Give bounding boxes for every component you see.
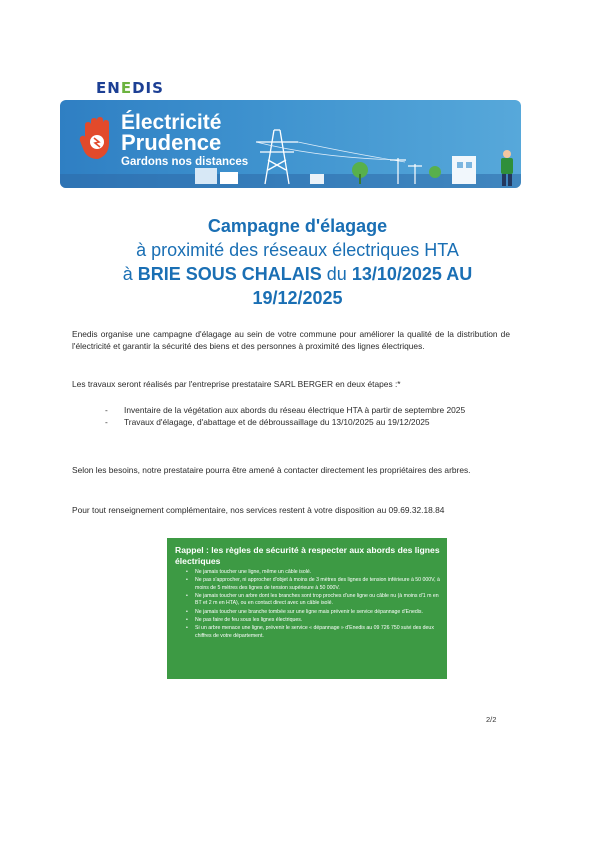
reminder-text: Ne jamais toucher une branche tombée sur une ligne mais prévenir le service dépannage d'Enedis.: [195, 608, 423, 615]
reminder-text: Ne jamais toucher une ligne, même un câble isolé.: [195, 569, 312, 575]
list-dash: -: [105, 405, 108, 415]
bullet: •: [186, 608, 188, 615]
banner-line-1: Électricité: [121, 111, 222, 134]
title-line-3: [40, 262, 555, 286]
list-item: [105, 404, 505, 416]
list-item: [105, 416, 505, 428]
reminder-text: Ne pas s'approcher, ni approcher d'objet à moins de 3 mètres des lignes de tension inférieure à 50 000V, à moins de 5 mètres des lignes de tension supérieure à 50 000V.: [195, 577, 440, 591]
list-item: [184, 625, 440, 639]
bullet: •: [186, 569, 188, 575]
list-item: [184, 577, 440, 591]
reminder-title: Rappel : les règles de sécurité à respecter aux abords des lignes électriques: [175, 545, 440, 566]
contact-paragraph: Pour tout renseignement complémentaire, nos services restent à votre disposition au 09.69.32.18.84: [72, 505, 445, 515]
banner-line-2: Prudence: [121, 130, 222, 155]
reminder-list: [184, 569, 440, 641]
enedis-logo: ENEDIS: [96, 79, 164, 97]
reminder-text: Ne jamais toucher un arbre dont les branches sont trop proches d'une ligne ou câble nu (à moins d'1 m en BT et 2 m en HTA), ou en contact direct avec un câble isolé.: [195, 592, 439, 607]
list-item: [184, 617, 440, 624]
reminder-text: Ne pas faire de feu sous les lignes électriques.: [195, 616, 303, 623]
campaign-title: [40, 214, 555, 310]
list-dash: -: [105, 417, 108, 427]
list-item: [184, 569, 440, 576]
prudence-banner: [60, 100, 521, 188]
bullet: •: [186, 592, 188, 599]
banner-title: [121, 113, 248, 169]
bullet: •: [186, 577, 188, 584]
title-mid: du: [321, 264, 352, 284]
contractor-paragraph: Les travaux seront réalisés par l'entreprise prestataire SARL BERGER en deux étapes :*: [72, 379, 401, 389]
page-number: 2/2: [486, 715, 497, 724]
owners-paragraph: Selon les besoins, notre prestataire pourra être amené à contacter directement les propriétaires des arbres.: [72, 465, 471, 475]
title-prefix: à: [122, 264, 138, 284]
banner-line-3: Gardons nos distances: [121, 156, 249, 168]
list-item: [184, 609, 440, 616]
title-date: 13/10/2025 AU: [351, 264, 473, 284]
stop-hand-icon: [79, 115, 115, 161]
bullet: •: [186, 616, 188, 623]
reminder-text: Si un arbre menace une ligne, prévenir le service « dépannage » d'Enedis au 09 726 750 suivi des deux chiffres de votre département.: [195, 625, 434, 639]
title-place: BRIE SOUS CHALAIS: [137, 264, 322, 284]
title-line-1: Campagne d'élagage: [207, 216, 388, 236]
title-line-4: 19/12/2025: [252, 288, 343, 308]
list-item-text: Inventaire de la végétation aux abords du réseau électrique HTA à partir de septembre 2025: [124, 405, 466, 415]
steps-list: [105, 404, 505, 428]
list-item: [184, 593, 440, 607]
safety-reminder-box: [167, 538, 447, 679]
list-item-text: Travaux d'élagage, d'abattage et de débroussaillage du 13/10/2025 au 19/12/2025: [124, 417, 430, 427]
intro-paragraph: Enedis organise une campagne d'élagage au sein de votre commune pour améliorer la qualité de la distribution de l'électricité et garantir la sécurité des biens et des personnes à proximité des lignes électriques.: [72, 329, 510, 351]
title-line-2: à proximité des réseaux électriques HTA: [136, 240, 459, 260]
bullet: •: [186, 625, 188, 632]
